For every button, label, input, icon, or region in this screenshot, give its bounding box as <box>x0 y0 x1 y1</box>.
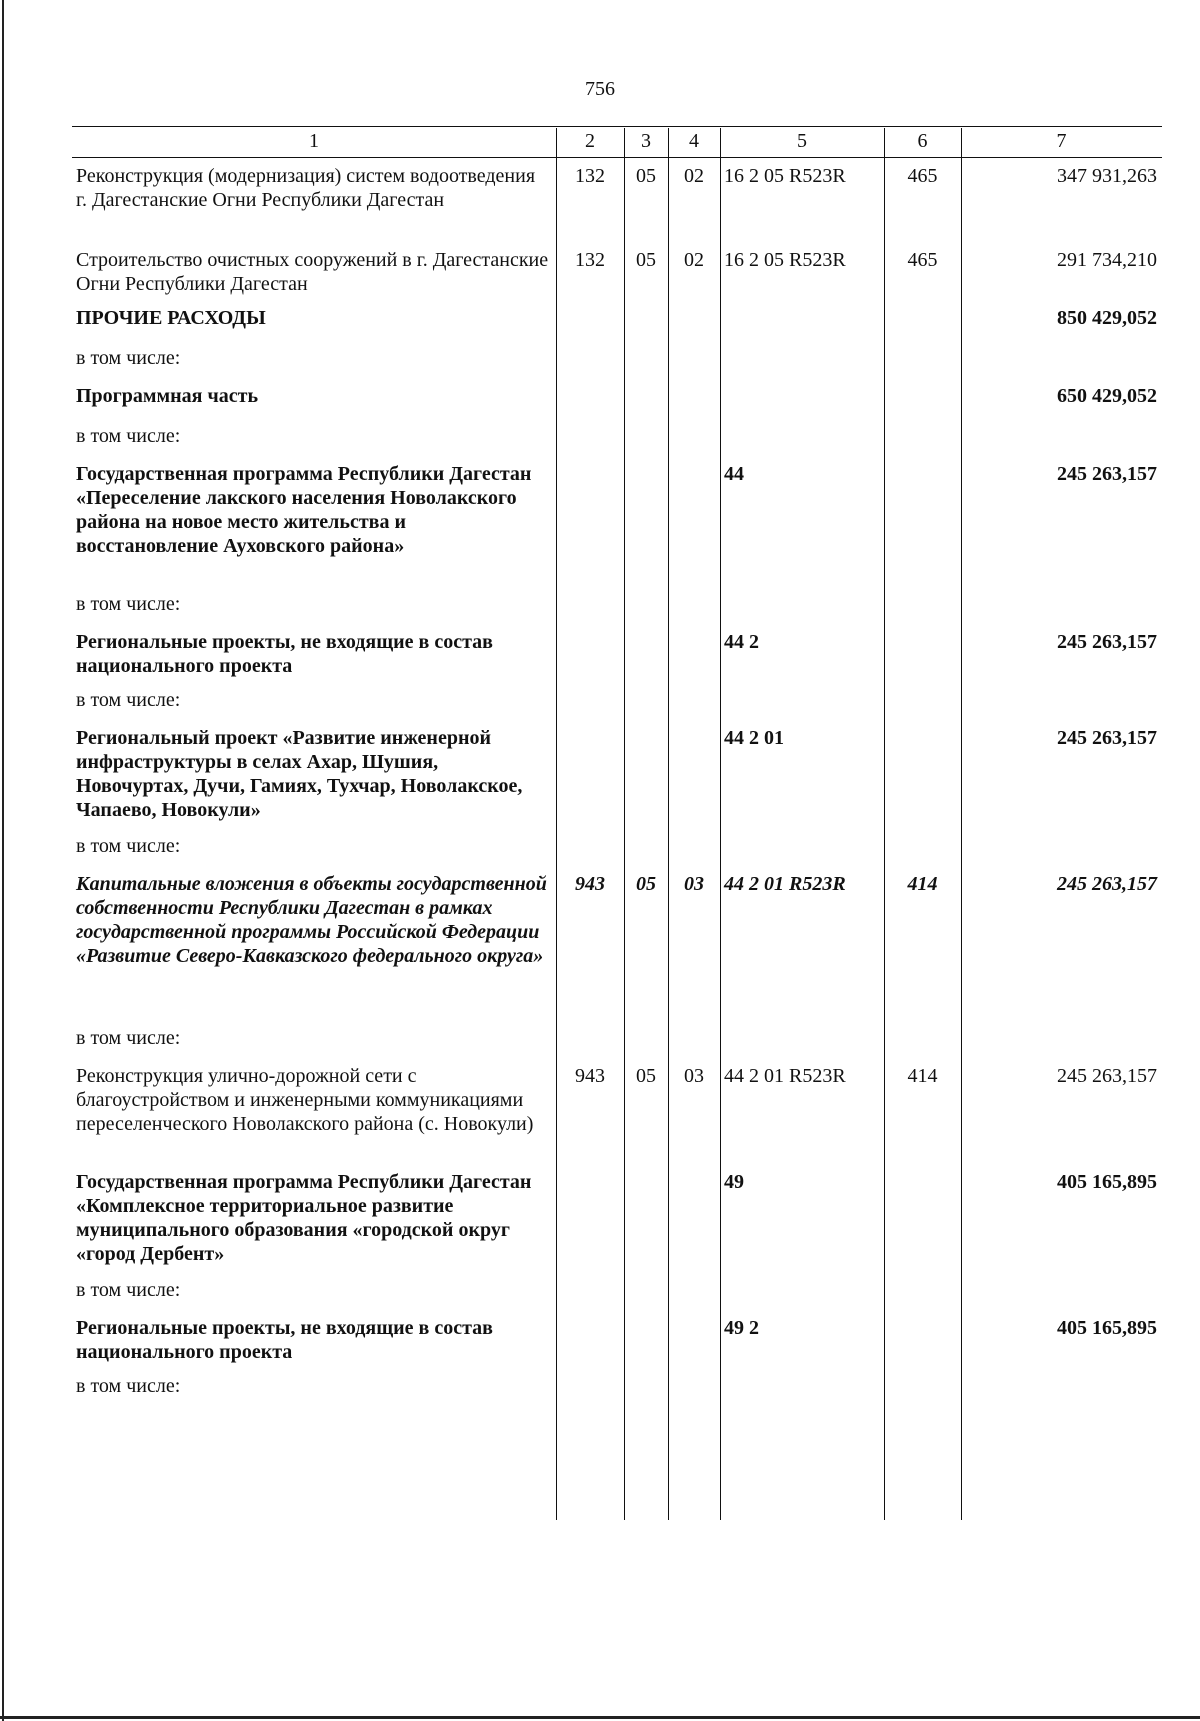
row-amount: 245 263,157 <box>1057 631 1157 653</box>
table-row <box>72 342 1162 380</box>
row-name: Реконструкция улично-дорожной сети с благоустройством и инженерными коммуникациями переселенческого Новолакского района (с. Новокули) <box>76 1065 534 1135</box>
row-department-code: 943 <box>575 873 605 895</box>
row-amount: 291 734,210 <box>1057 249 1157 271</box>
row-name: Программная часть <box>76 385 259 407</box>
row-target-article: 44 2 01 R523R <box>724 1065 846 1087</box>
row-name: в том числе: <box>76 347 181 369</box>
row-amount: 245 263,157 <box>1057 463 1157 485</box>
table-row <box>72 684 1162 722</box>
table-row <box>72 244 1162 302</box>
table-row <box>72 1060 1162 1166</box>
row-department-code: 132 <box>575 249 605 271</box>
budget-table <box>72 126 1162 1522</box>
row-section: 05 <box>636 249 656 271</box>
row-name: в том числе: <box>76 1279 181 1301</box>
table-row <box>72 1370 1162 1410</box>
row-name: Региональные проекты, не входящие в состав национального проекта <box>76 631 493 677</box>
row-target-article: 44 2 01 <box>724 727 784 749</box>
table-row <box>72 458 1162 588</box>
row-expense-type: 465 <box>907 249 938 271</box>
row-name: в том числе: <box>76 1375 181 1397</box>
table-row <box>72 1166 1162 1274</box>
row-name: в том числе: <box>76 425 181 447</box>
row-amount: 850 429,052 <box>1057 307 1157 329</box>
table-row <box>72 626 1162 684</box>
row-amount: 245 263,157 <box>1057 727 1157 749</box>
row-name: в том числе: <box>76 835 181 857</box>
table-row <box>72 588 1162 626</box>
header-col-target: 5 <box>797 130 807 152</box>
table-row <box>72 380 1162 420</box>
header-col-name: 1 <box>309 130 319 152</box>
table-row <box>72 1312 1162 1370</box>
table-row <box>72 420 1162 458</box>
header-col-amount: 7 <box>1056 130 1067 152</box>
header-col-code: 2 <box>585 130 595 152</box>
row-amount: 405 165,895 <box>1057 1317 1157 1339</box>
row-name: в том числе: <box>76 1027 181 1049</box>
table-row <box>72 302 1162 342</box>
row-amount: 650 429,052 <box>1057 385 1157 407</box>
row-target-article: 49 <box>724 1171 744 1193</box>
row-subsection: 02 <box>684 165 704 187</box>
table-header <box>72 126 1162 158</box>
row-target-article: 16 2 05 R523R <box>724 249 846 271</box>
table-row <box>72 1022 1162 1060</box>
row-target-article: 44 <box>724 463 744 485</box>
row-expense-type: 414 <box>907 873 938 895</box>
row-amount: 245 263,157 <box>1057 1065 1157 1087</box>
row-name: Региональные проекты, не входящие в состав национального проекта <box>76 1317 493 1363</box>
row-name: Строительство очистных сооружений в г. Дагестанские Огни Республики Дагестан <box>76 249 549 295</box>
scan-bottom-edge <box>0 1716 1200 1719</box>
page-number: 756 <box>585 78 615 100</box>
row-amount: 347 931,263 <box>1057 165 1157 187</box>
row-name: Государственная программа Республики Дагестан «Переселение лакского населения Новолакского района на новое место жительства и восстановление Ауховского района» <box>76 463 532 557</box>
row-expense-type: 465 <box>907 165 938 187</box>
row-target-article: 44 2 <box>724 631 759 653</box>
table-row <box>72 830 1162 868</box>
row-target-article: 44 2 01 R523R <box>724 873 846 895</box>
row-subsection: 02 <box>684 249 704 271</box>
header-col-subsection: 4 <box>689 130 699 152</box>
row-subsection: 03 <box>684 873 704 895</box>
header-col-section: 3 <box>641 130 651 152</box>
row-section: 05 <box>636 873 656 895</box>
scan-left-edge <box>2 0 4 1721</box>
row-subsection: 03 <box>684 1065 704 1087</box>
row-name: Региональный проект «Развитие инженерной инфраструктуры в селах Ахар, Шушия, Новочуртах, Дучи, Гамиях, Тухчар, Новолакское, Чапаево, Новокули» <box>76 727 523 821</box>
row-expense-type: 414 <box>907 1065 938 1087</box>
table-body <box>72 160 1162 1410</box>
row-name: Капитальные вложения в объекты государственной собственности Республики Дагестан в рамках государственной программы Российской Федерации «Развитие Северо-Кавказского федерального округа» <box>76 873 547 967</box>
row-amount: 405 165,895 <box>1057 1171 1157 1193</box>
row-department-code: 132 <box>575 165 605 187</box>
table-row <box>72 1274 1162 1312</box>
row-section: 05 <box>636 1065 656 1087</box>
header-col-expense: 6 <box>917 130 928 152</box>
row-target-article: 16 2 05 R523R <box>724 165 846 187</box>
row-name: ПРОЧИЕ РАСХОДЫ <box>76 307 266 329</box>
row-name: Государственная программа Республики Дагестан «Комплексное территориальное развитие муниципального образования «городской округ «город Дербент» <box>76 1171 532 1265</box>
table-row <box>72 868 1162 1022</box>
row-department-code: 943 <box>575 1065 605 1087</box>
row-name: Реконструкция (модернизация) систем водоотведения г. Дагестанские Огни Республики Дагестан <box>76 165 536 211</box>
row-target-article: 49 2 <box>724 1317 759 1339</box>
row-amount: 245 263,157 <box>1057 873 1157 895</box>
row-section: 05 <box>636 165 656 187</box>
table-row <box>72 160 1162 244</box>
row-name: в том числе: <box>76 593 181 615</box>
table-row <box>72 722 1162 830</box>
row-name: в том числе: <box>76 689 181 711</box>
